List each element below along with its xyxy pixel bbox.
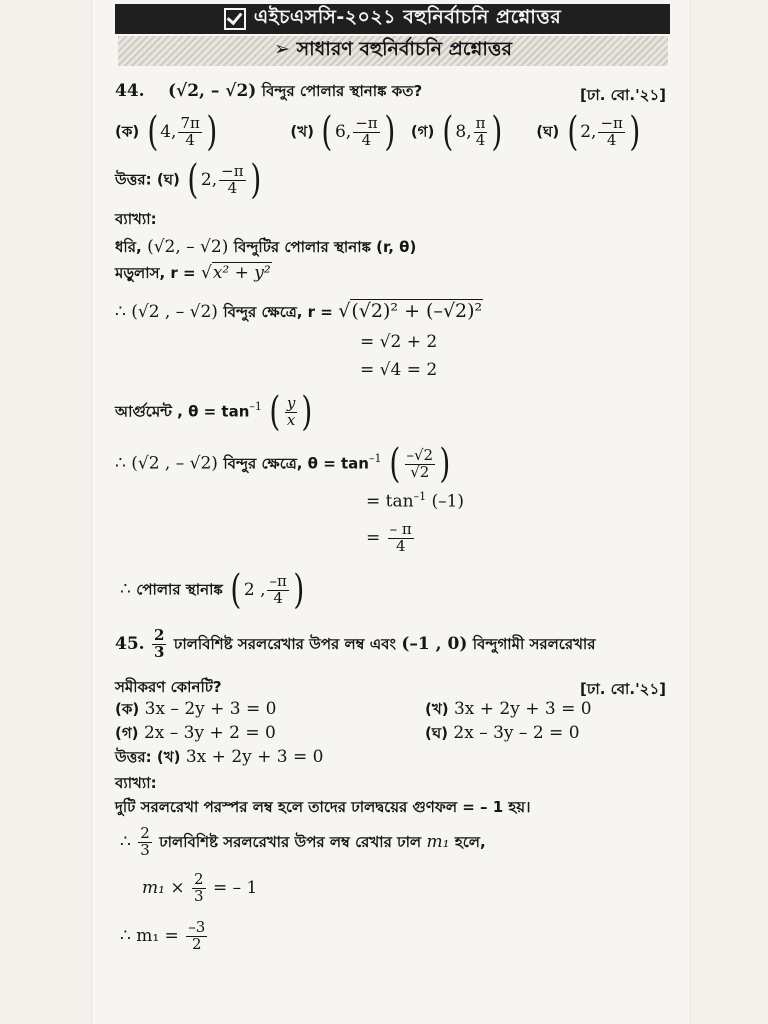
q44-exp-line6: আর্গুমেন্ট , $\theta = \tan^{-1}$ ( $\frac{y}{x}$ ) bbox=[115, 389, 313, 435]
q44-option-b: (খ) ( 6, $\frac{-\pi}{4}$ ) bbox=[290, 109, 395, 155]
q44-exp-line9: = $\frac{- \pi}{4}$ bbox=[366, 520, 412, 555]
q45-question-cont: সমীকরণ কোনটি? bbox=[115, 678, 222, 696]
q44-exp-line8: = $\tan^{-1} (-1)$ bbox=[366, 490, 465, 512]
q45-option-d: (ঘ) 2x – 3y – 2 = 0 bbox=[425, 723, 580, 743]
q44-option-c: (গ) ( 8, $\frac{\pi}{4}$ ) bbox=[410, 109, 503, 155]
q44-exp-line7: ∴ (√2 , – √2) বিন্দুর ক্ষেত্রে, $\theta = \tan^{-1}$ ( $\frac{-√2}{√2}$ ) bbox=[115, 441, 451, 487]
q45-exp-line1: দুটি সরলরেখা পরস্পর লম্ব হলে তাদের ঢালদ্বয়ের গুণফল = – 1 হয়। bbox=[115, 798, 531, 816]
q44-exp-line2: মড়ুলাস, r = √x² + y² bbox=[115, 263, 271, 283]
q44-exp-line10: ∴ পোলার স্থানাঙ্ক ( 2 , $\frac{-\pi}{4}$ ) bbox=[120, 567, 305, 613]
q44-number: 44. bbox=[115, 81, 145, 101]
q44-exp-line3: ∴ (√2 , – √2) বিন্দুর ক্ষেত্রে, r = √(√2)² + (–√2)² bbox=[115, 300, 483, 322]
section-heading bbox=[118, 36, 668, 66]
q44-question-text: বিন্দুর পোলার স্থানাঙ্ক কত? bbox=[261, 82, 423, 100]
q44-question bbox=[115, 80, 422, 105]
q44-explanation-label: ব্যাখ্যা: bbox=[115, 210, 157, 228]
q44-exp-line4: = √2 + 2 bbox=[360, 332, 438, 352]
section-heading-text: ➢ সাধারণ বহুনির্বাচনি প্রশ্নোত্তর bbox=[274, 38, 512, 60]
q44-options bbox=[115, 109, 643, 155]
q44-option-d: (ঘ) ( 2, $\frac{-\pi}{4}$ ) bbox=[536, 109, 641, 155]
q44-option-a: (ক) ( 4, $\frac{7\pi}{4}$ ) bbox=[115, 109, 218, 155]
checkbox-icon bbox=[224, 8, 246, 30]
q44-point: (√2, – √2) bbox=[167, 81, 257, 101]
q45-exp-line3: m₁ × $\frac{2}{3}$ = – 1 bbox=[142, 870, 258, 905]
q45-exp-line4: ∴ m₁ = $\frac{-3}{2}$ bbox=[120, 918, 206, 953]
q45-question: 45. $\frac{2}{3}$ ঢালবিশিষ্ট সরলরেখার উপর লম্ব এবং (–1 , 0) বিন্দুগামী সরলরেখার bbox=[115, 626, 596, 661]
q45-explanation-label: ব্যাখ্যা: bbox=[115, 774, 157, 792]
q44-board-ref: [ঢা. বো.'২১] bbox=[580, 86, 667, 104]
q45-answer: উত্তর: (খ) 3x + 2y + 3 = 0 bbox=[115, 747, 324, 767]
banner-title: এইচএসসি-২০২১ বহুনির্বাচনি প্রশ্নোত্তর bbox=[253, 6, 562, 28]
q44-exp-line1: ধরি, (√2, – √2) বিন্দুটির পোলার স্থানাঙ্ক (r, θ) bbox=[115, 237, 417, 257]
q45-exp-line2: ∴ $\frac{2}{3}$ ঢালবিশিষ্ট সরলরেখার উপর লম্ব রেখার ঢাল m₁ হলে, bbox=[120, 824, 486, 859]
q45-option-b: (খ) 3x + 2y + 3 = 0 bbox=[425, 699, 592, 719]
q45-board-ref: [ঢা. বো.'২১] bbox=[580, 680, 667, 698]
q45-option-a: (ক) 3x – 2y + 3 = 0 bbox=[115, 699, 277, 719]
q45-option-c: (গ) 2x – 3y + 2 = 0 bbox=[115, 723, 276, 743]
q44-answer: উত্তর: (ঘ) ( 2, $\frac{-\pi}{4}$ ) bbox=[115, 157, 261, 203]
q44-exp-line5: = √4 = 2 bbox=[360, 360, 438, 380]
chapter-banner bbox=[115, 4, 670, 34]
